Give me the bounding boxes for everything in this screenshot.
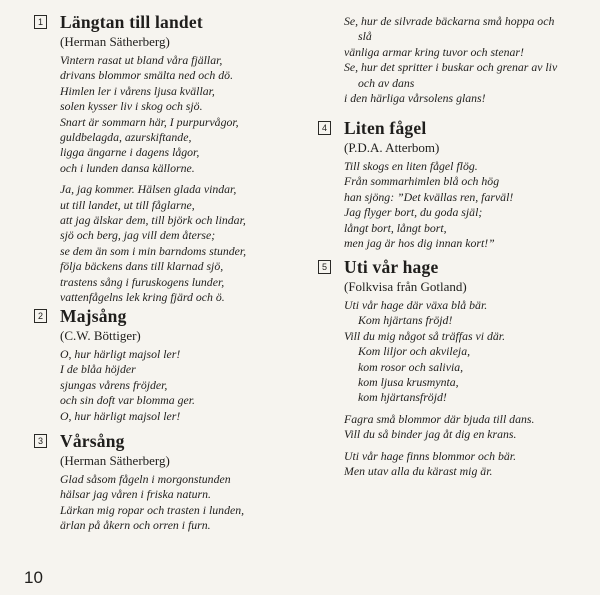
verse-line: Kom liljor och akvileja, <box>358 344 471 359</box>
verse-line: Till skogs en liten fågel flög. <box>344 159 478 173</box>
song-title: Liten fågel <box>344 118 427 138</box>
verse-line: solen kysser liv i skog och sjö. <box>60 99 203 114</box>
song-number-box: 1 <box>34 15 47 29</box>
song-number-box: 3 <box>34 434 47 448</box>
verse-line: Kom hjärtans fröjd! <box>358 313 453 328</box>
song-number-box: 4 <box>318 121 331 135</box>
verse-line: Jag flyger bort, du goda själ; <box>344 205 483 220</box>
verse-line: Lärkan mig ropar och trasten i lunden, <box>60 502 245 517</box>
verse-line: drivans blommor smälta ned och dö. <box>60 68 234 83</box>
verse-line: Himlen ler i vårens ljusa kvällar, <box>60 83 215 98</box>
verse-line: att jag älskar dem, till björk och lindar, <box>60 213 246 228</box>
stanza <box>344 298 588 406</box>
verse-line: I de blåa höjder <box>60 362 136 377</box>
verse-line: kom ljusa krusmynta, <box>358 375 459 390</box>
song-3-continuation <box>318 14 588 106</box>
verse-line: Glad såsom fågeln i morgonstunden <box>60 472 231 486</box>
verse-line: långt bort, långt bort, <box>344 220 447 235</box>
song-author: (P.D.A. Atterbom) <box>344 140 440 155</box>
song-2 <box>34 306 302 424</box>
page-number: 10 <box>24 568 43 587</box>
verse-line: ligga ängarne i dagens lågor, <box>60 145 200 160</box>
verse-line: ut till landet, ut till fåglarne, <box>60 197 195 212</box>
verse-line: Men utav alla du kärast mig är. <box>344 464 493 479</box>
verse-line: han sjöng: ”Det kvällas ren, farväl! <box>344 189 514 204</box>
verse-line: ärlan på åkern och orren i furn. <box>60 518 211 533</box>
stanza <box>344 412 588 443</box>
verse-line: Vintern rasat ut bland våra fjällar, <box>60 53 223 67</box>
song-author: (Herman Sätherberg) <box>60 453 170 468</box>
song-author: (Herman Sätherberg) <box>60 34 170 49</box>
verse-line: och av dans <box>358 75 415 90</box>
verse-line: guldbelagda, azurskiftande, <box>60 130 192 145</box>
song-5 <box>318 257 588 479</box>
song-title: Uti vår hage <box>344 257 439 277</box>
song-header <box>34 306 302 328</box>
verse-line: i den härliga vårsolens glans! <box>344 91 486 106</box>
verse-line: slå <box>358 29 372 44</box>
verse-line: sjö och berg, jag vill dem återse; <box>60 228 216 243</box>
stanza <box>60 347 302 424</box>
verse-line: Fagra små blommor där bjuda till dans. <box>344 411 535 426</box>
verse-line: hälsar jag våren i friska naturn. <box>60 487 211 502</box>
stanza <box>60 53 302 176</box>
verse-line: Från sommarhimlen blå och hög <box>344 174 500 189</box>
song-header <box>34 431 302 453</box>
verse-line: följa bäckens dans till klarnad sjö, <box>60 259 224 274</box>
song-author: (Folkvisa från Gotland) <box>344 279 467 294</box>
verse-line: O, hur härligt majsol ler! <box>60 347 181 361</box>
verse-line: kom rosor och salivia, <box>358 359 464 374</box>
song-3 <box>34 431 302 534</box>
song-4 <box>318 118 588 251</box>
song-header <box>318 257 588 279</box>
verse-line: Snart är sommarn här, I purpurvågor, <box>60 114 239 129</box>
verse-line: och i lunden dansa källorne. <box>60 160 195 175</box>
stanza <box>60 182 302 305</box>
song-header <box>318 118 588 140</box>
stanza <box>344 14 588 106</box>
verse-line: Uti vår hage där växa blå bär. <box>344 298 488 312</box>
song-title: Längtan till landet <box>60 12 203 32</box>
stanza <box>344 449 588 480</box>
verse-line: trastens sång i furuskogens lunder, <box>60 274 225 289</box>
verse-line: Ja, jag kommer. Hälsen glada vindar, <box>60 182 237 197</box>
song-title: Majsång <box>60 306 127 326</box>
stanza <box>60 472 302 534</box>
verse-line: sjungas vårens fröjder, <box>60 377 168 392</box>
song-number-box: 5 <box>318 260 331 274</box>
verse-line: vattenfågelns lek kring fjärd och ö. <box>60 290 225 305</box>
song-number-box: 2 <box>34 309 47 323</box>
verse-line: Se, hur de silvrade bäckarna små hoppa och <box>344 14 555 28</box>
song-header <box>34 12 302 34</box>
verse-line: se dem än som i min barndoms stunder, <box>60 243 247 258</box>
verse-line: Se, hur det spritter i buskar och grenar av liv <box>344 60 558 75</box>
stanza <box>344 159 588 251</box>
song-1 <box>34 12 302 306</box>
verse-line: Uti vår hage finns blommor och bär. <box>344 448 517 463</box>
song-author: (C.W. Böttiger) <box>60 328 141 343</box>
song-title: Vårsång <box>60 431 125 451</box>
verse-line: Vill du så binder jag åt dig en krans. <box>344 427 517 442</box>
verse-line: O, hur härligt majsol ler! <box>60 408 181 423</box>
verse-line: vänliga armar kring tuvor och stenar! <box>344 44 524 59</box>
verse-line: Vill du mig något så träffas vi där. <box>344 328 506 343</box>
verse-line: men jag är hos dig innan kort!” <box>344 236 495 251</box>
verse-line: kom hjärtansfröjd! <box>358 390 447 405</box>
verse-line: och sin doft var blomma ger. <box>60 393 196 408</box>
